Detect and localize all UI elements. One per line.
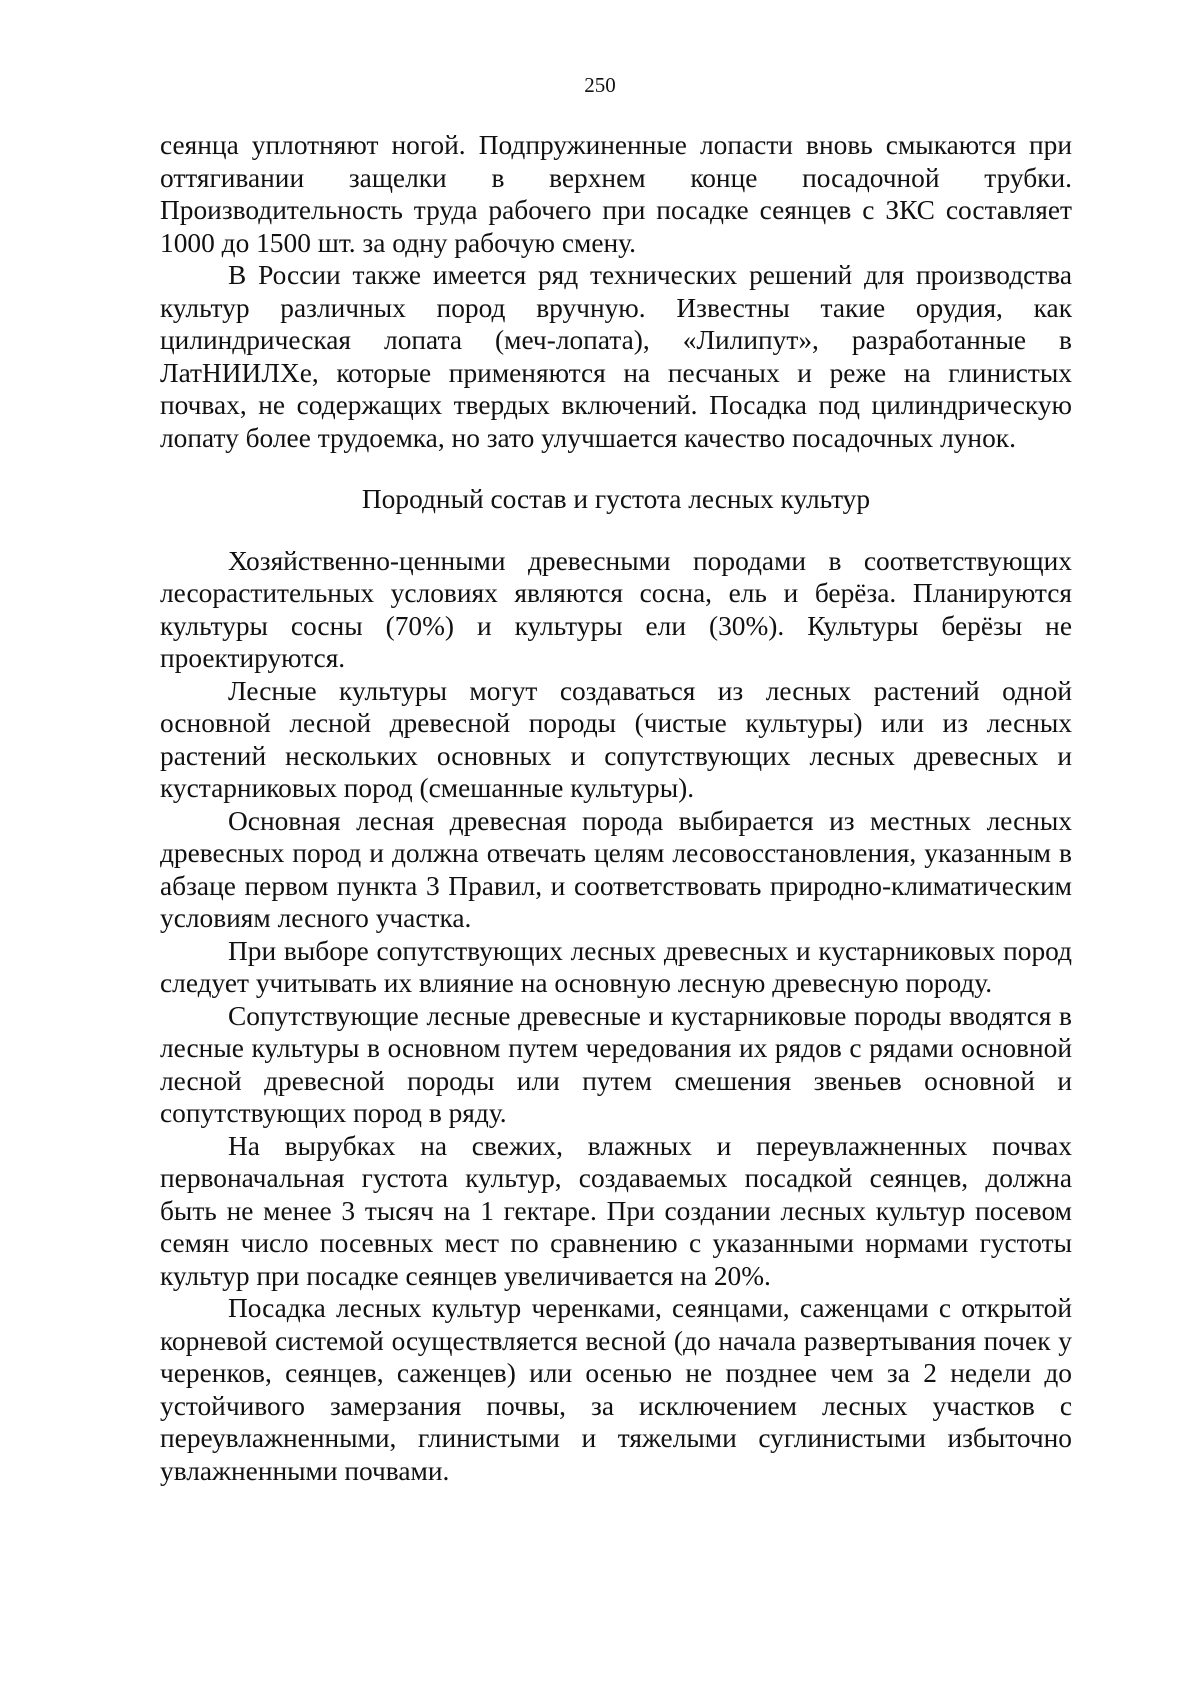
- page-number: 250: [584, 73, 616, 97]
- paragraph-companion-species: При выборе сопутствующих лесных древесных и кустарниковых пород следует учитывать их влияние на основную лесную древесную породу.: [160, 935, 1072, 998]
- paragraph-planting-season: Посадка лесных культур черенками, сеянцами, саженцами с открытой корневой системой осуществляется весной (до начала развертывания почек у черенков, сеянцев, саженцев) или осенью не позднее чем за 2 недели до устойчивого замерзания почвы, за исключением лесных участков с переувлажненными, глинистыми и тяжелыми суглинистыми избыточно увлажненными почвами.: [160, 1293, 1072, 1486]
- paragraph-main-species-choice: Основная лесная древесная порода выбирается из местных лесных древесных пород и должна отвечать целям лесовосстановления, указанным в абзаце первом пункта 3 Правил, и соответствовать природно-климатическим условиям лесного участка.: [160, 805, 1072, 933]
- section-heading: Породный состав и густота лесных культур: [361, 484, 871, 514]
- paragraph-companion-introduction: Сопутствующие лесные древесные и кустарниковые породы вводятся в лесные культуры в основном путем чередования их рядов с рядами основной лесной древесной породы или путем смешения звеньев основной и сопутствующих пород в ряду.: [160, 1000, 1072, 1128]
- paragraph-pure-mixed-cultures: Лесные культуры могут создаваться из лесных растений одной основной лесной древесной породы (чистые культуры) или из лесных растений нескольких основных и сопутствующих лесных древесных и кустарниковых пород (смешанные культуры).: [160, 675, 1072, 803]
- document-body: [160, 129, 1072, 1487]
- paragraph-seedling-compaction: сеянца уплотняют ногой. Подпружиненные лопасти вновь смыкаются при оттягивании защелки в верхнем конце посадочной трубки. Производительность труда рабочего при посадке сеянцев с ЗКС составляет 1000 до 1500 шт. за одну рабочую смену.: [160, 130, 1072, 258]
- paragraph-valuable-species: Хозяйственно-ценными древесными породами в соответствующих лесорастительных условиях являются сосна, ель и берёза. Планируются культуры сосны (70%) и культуры ели (30%). Культуры берёзы не проектируются.: [160, 545, 1072, 673]
- paragraph-planting-density: На вырубках на свежих, влажных и переувлажненных почвах первоначальная густота культур, создаваемых посадкой сеянцев, должна быть не менее 3 тысяч на 1 гектаре. При создании лесных культур посевом семян число посевных мест по сравнению с указанными нормами густоты культур при посадке сеянцев увеличивается на 20%.: [160, 1130, 1072, 1291]
- paragraph-manual-tools: В России также имеется ряд технических решений для производства культур различных пород вручную. Известны такие орудия, как цилиндрическая лопата (меч-лопата), «Лилипут», разработанные в ЛатНИИЛХе, которые применяются на песчаных и реже на глинистых почвах, не содержащих твердых включений. Посадка под цилиндрическую лопату более трудоемка, но зато улучшается качество посадочных лунок.: [160, 260, 1072, 453]
